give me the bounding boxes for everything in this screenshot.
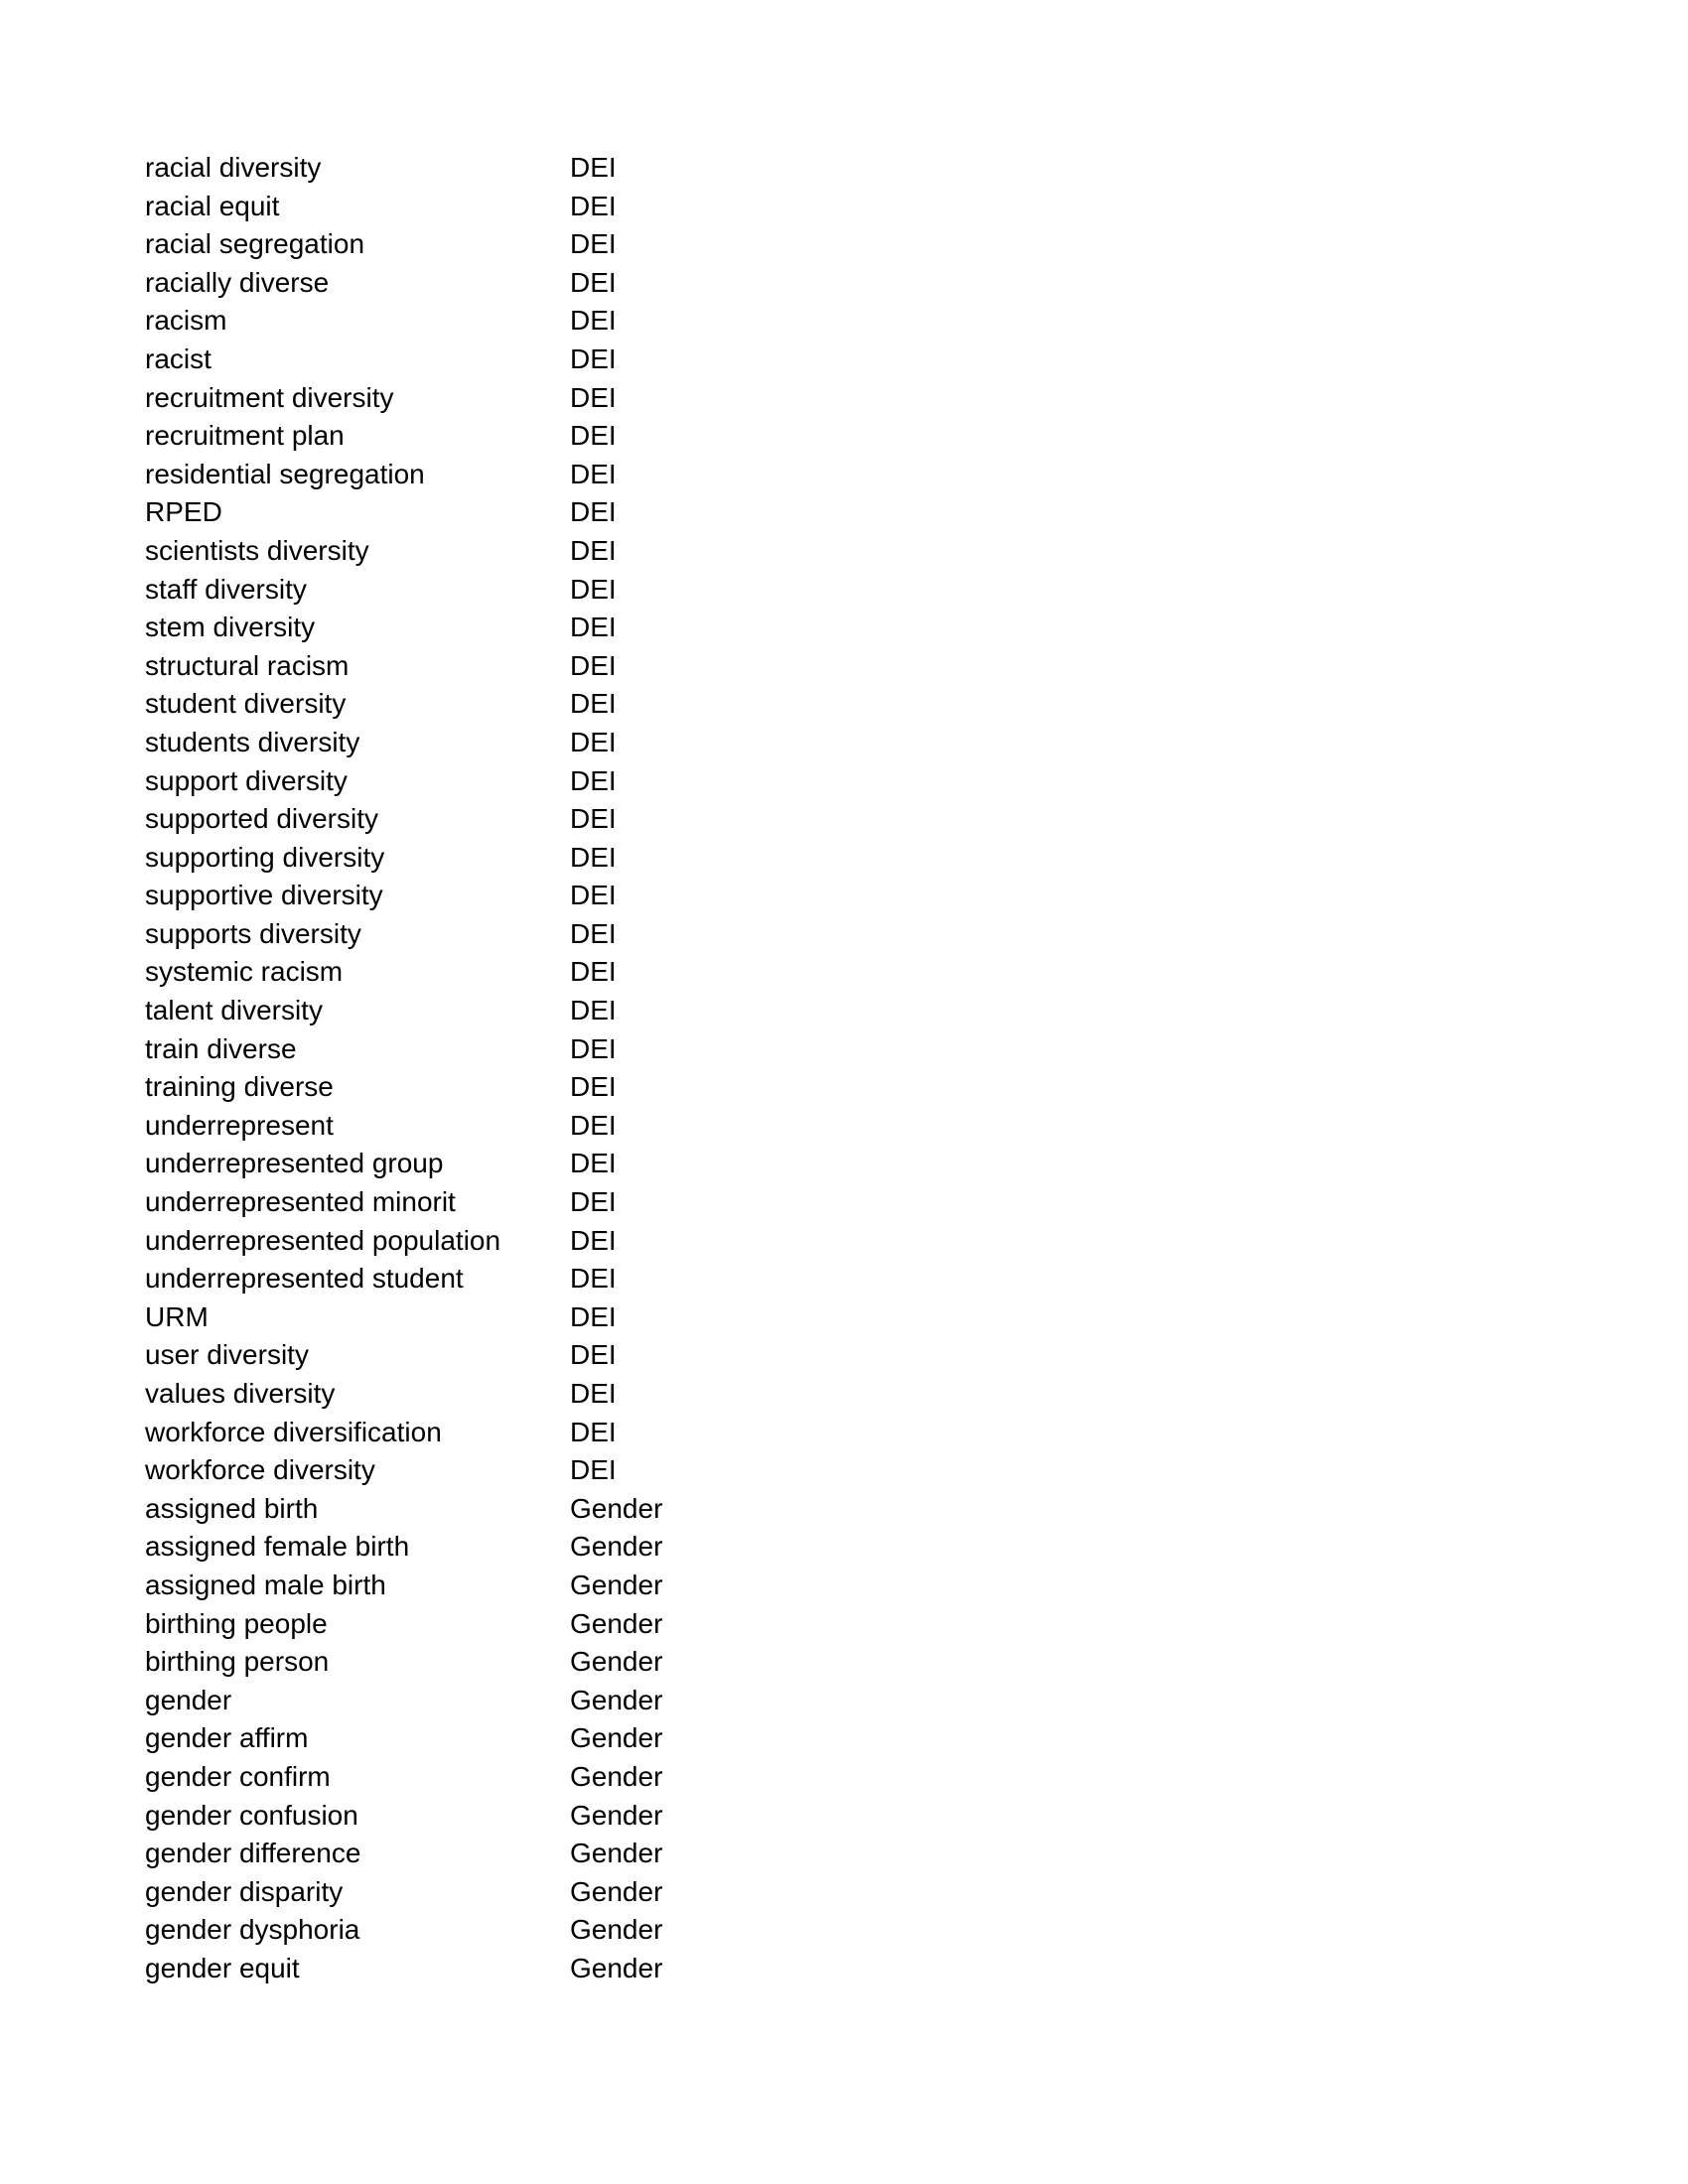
table-row (145, 571, 769, 610)
table-row (145, 724, 769, 762)
category-cell: DEI (570, 305, 617, 337)
category-cell: DEI (570, 381, 617, 413)
table-row (145, 1490, 769, 1529)
category-cell: DEI (570, 1300, 617, 1332)
category-cell: DEI (570, 612, 617, 643)
category-cell: DEI (570, 1339, 617, 1371)
term-cell: gender confusion (145, 1799, 358, 1831)
category-cell: Gender (570, 1914, 663, 1946)
term-cell: assigned female birth (145, 1531, 410, 1563)
category-cell: DEI (570, 342, 617, 374)
category-cell: DEI (570, 1109, 617, 1141)
term-rows (145, 149, 769, 1988)
term-cell: gender equit (145, 1952, 300, 1983)
table-row (145, 1911, 769, 1950)
term-cell: racism (145, 305, 227, 337)
category-cell: DEI (570, 649, 617, 681)
term-cell: underrepresented student (145, 1263, 464, 1295)
category-cell: DEI (570, 1224, 617, 1256)
term-cell: students diversity (145, 726, 360, 757)
category-cell: DEI (570, 1454, 617, 1486)
term-cell: staff diversity (145, 573, 307, 605)
table-row (145, 800, 769, 839)
term-cell: recruitment diversity (145, 381, 394, 413)
table-row (145, 532, 769, 571)
category-cell: Gender (570, 1492, 663, 1524)
term-cell: systemic racism (145, 956, 344, 988)
category-cell: Gender (570, 1646, 663, 1678)
category-cell: Gender (570, 1875, 663, 1907)
term-cell: supported diversity (145, 803, 379, 835)
category-cell: Gender (570, 1760, 663, 1792)
category-cell: DEI (570, 190, 617, 221)
table-row (145, 225, 769, 264)
term-cell: student diversity (145, 688, 347, 720)
category-cell: DEI (570, 420, 617, 452)
table-row (145, 417, 769, 456)
term-cell: user diversity (145, 1339, 309, 1371)
term-cell: scientists diversity (145, 534, 369, 566)
table-row (145, 1682, 769, 1720)
term-cell: talent diversity (145, 995, 323, 1026)
term-cell: gender affirm (145, 1722, 309, 1754)
table-row (145, 1260, 769, 1298)
category-cell: DEI (570, 880, 617, 911)
category-cell: Gender (570, 1799, 663, 1831)
table-row (145, 1873, 769, 1912)
category-cell: DEI (570, 995, 617, 1026)
table-row (145, 302, 769, 341)
table-row (145, 456, 769, 494)
category-cell: DEI (570, 266, 617, 298)
term-cell: URM (145, 1300, 209, 1332)
category-cell: DEI (570, 152, 617, 183)
category-cell: DEI (570, 956, 617, 988)
table-row (145, 1451, 769, 1490)
table-row (145, 915, 769, 954)
table-row (145, 1030, 769, 1069)
term-cell: gender difference (145, 1838, 361, 1869)
category-cell: Gender (570, 1531, 663, 1563)
table-row (145, 379, 769, 418)
category-cell: DEI (570, 917, 617, 949)
category-cell: Gender (570, 1722, 663, 1754)
table-row (145, 1336, 769, 1375)
term-cell: racial equit (145, 190, 280, 221)
table-row (145, 1068, 769, 1107)
category-cell: DEI (570, 1378, 617, 1409)
table-row (145, 1605, 769, 1644)
table-row (145, 1643, 769, 1682)
category-cell: Gender (570, 1838, 663, 1869)
term-cell: supports diversity (145, 917, 361, 949)
table-row (145, 188, 769, 226)
table-row (145, 1835, 769, 1873)
category-cell: DEI (570, 688, 617, 720)
category-cell: DEI (570, 1186, 617, 1218)
category-cell: DEI (570, 1416, 617, 1447)
table-row (145, 762, 769, 801)
table-row (145, 1107, 769, 1146)
category-cell: DEI (570, 1032, 617, 1064)
term-cell: RPED (145, 496, 222, 528)
table-row (145, 1758, 769, 1797)
term-cell: workforce diversification (145, 1416, 442, 1447)
table-row (145, 1414, 769, 1452)
table-row (145, 839, 769, 878)
table-row (145, 149, 769, 188)
table-row (145, 609, 769, 647)
table-row (145, 877, 769, 915)
table-row (145, 992, 769, 1030)
category-cell: DEI (570, 228, 617, 260)
term-cell: assigned birth (145, 1492, 319, 1524)
table-row (145, 493, 769, 532)
table-row (145, 1145, 769, 1183)
term-cell: train diverse (145, 1032, 297, 1064)
table-row (145, 1298, 769, 1337)
table-row (145, 1528, 769, 1567)
table-row (145, 264, 769, 303)
category-cell: DEI (570, 803, 617, 835)
term-cell: underrepresented population (145, 1224, 501, 1256)
term-cell: racial segregation (145, 228, 365, 260)
table-row (145, 1183, 769, 1222)
table-row (145, 1567, 769, 1605)
table-row (145, 647, 769, 686)
category-cell: DEI (570, 534, 617, 566)
term-cell: gender disparity (145, 1875, 344, 1907)
table-row (145, 1222, 769, 1261)
category-cell: DEI (570, 1263, 617, 1295)
term-cell: gender (145, 1684, 232, 1715)
category-cell: DEI (570, 1148, 617, 1179)
category-cell: DEI (570, 764, 617, 796)
term-cell: gender confirm (145, 1760, 331, 1792)
table-row (145, 953, 769, 992)
category-cell: Gender (570, 1569, 663, 1600)
term-cell: gender dysphoria (145, 1914, 360, 1946)
term-cell: training diverse (145, 1071, 334, 1103)
term-cell: residential segregation (145, 458, 425, 489)
category-cell: Gender (570, 1684, 663, 1715)
term-category-table (145, 149, 769, 1988)
term-cell: underrepresented minorit (145, 1186, 456, 1218)
term-cell: racial diversity (145, 152, 322, 183)
term-cell: underrepresented group (145, 1148, 444, 1179)
category-cell: DEI (570, 1071, 617, 1103)
term-cell: recruitment plan (145, 420, 345, 452)
table-row (145, 341, 769, 379)
term-cell: racially diverse (145, 266, 330, 298)
table-row (145, 1950, 769, 1988)
table-row (145, 1797, 769, 1836)
category-cell: Gender (570, 1607, 663, 1639)
category-cell: DEI (570, 841, 617, 873)
term-cell: structural racism (145, 649, 350, 681)
term-cell: racist (145, 342, 211, 374)
category-cell: Gender (570, 1952, 663, 1983)
category-cell: DEI (570, 726, 617, 757)
term-cell: supportive diversity (145, 880, 383, 911)
term-cell: support diversity (145, 764, 348, 796)
term-cell: underrepresent (145, 1109, 334, 1141)
category-cell: DEI (570, 496, 617, 528)
term-cell: birthing people (145, 1607, 328, 1639)
table-row (145, 685, 769, 724)
term-cell: values diversity (145, 1378, 336, 1409)
table-row (145, 1719, 769, 1758)
term-cell: supporting diversity (145, 841, 385, 873)
term-cell: assigned male birth (145, 1569, 386, 1600)
term-cell: stem diversity (145, 612, 316, 643)
term-cell: workforce diversity (145, 1454, 375, 1486)
table-row (145, 1375, 769, 1414)
category-cell: DEI (570, 458, 617, 489)
term-cell: birthing person (145, 1646, 330, 1678)
category-cell: DEI (570, 573, 617, 605)
